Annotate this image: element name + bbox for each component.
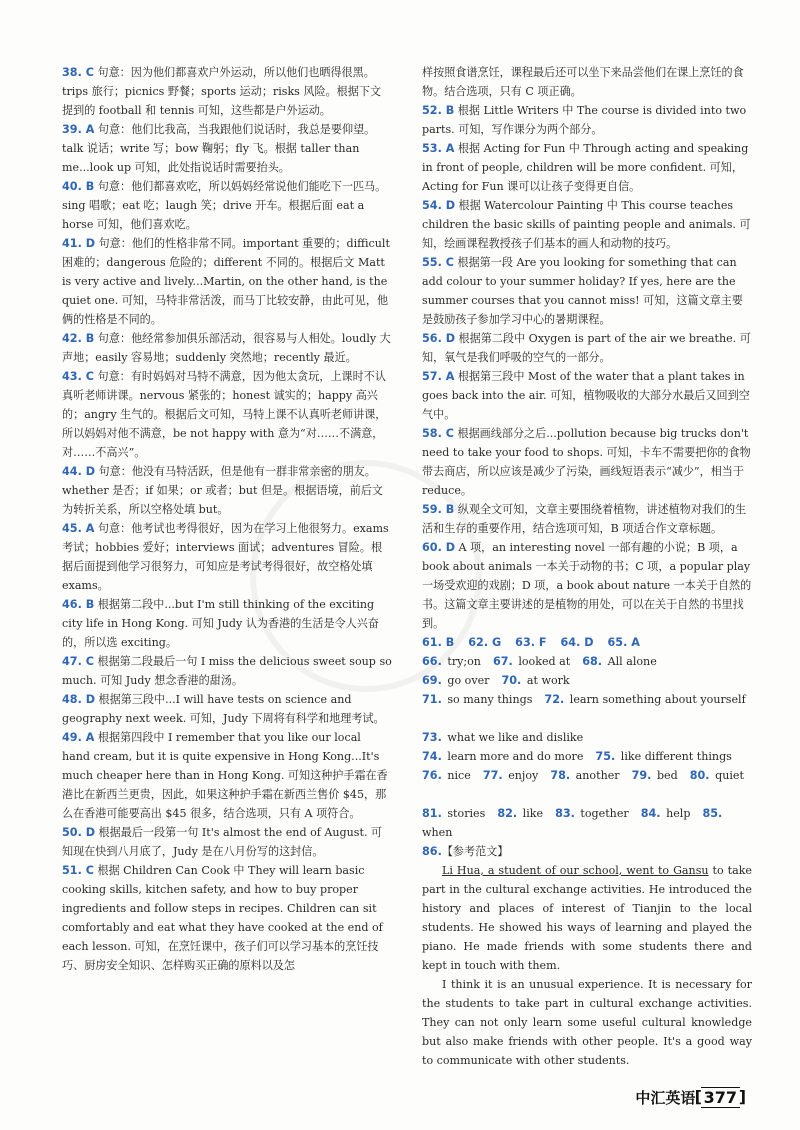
- question-number: 38. C: [62, 66, 94, 79]
- question-number: 39. A: [62, 123, 95, 136]
- question-number: 54. D: [422, 199, 455, 212]
- answer-line: [422, 633, 752, 652]
- explanation-item: [62, 652, 392, 690]
- right-explanations: [422, 63, 752, 633]
- explanation-text: 根据第二段最后一句 I miss the delicious sweet soup so much. 可知 Judy 想念香港的甜汤。: [62, 655, 392, 687]
- left-column: [62, 63, 392, 975]
- explanation-item: [422, 367, 752, 424]
- answer-text: what we like and dislike: [447, 731, 584, 744]
- answer-line: [422, 747, 752, 766]
- answer-text: bed: [656, 769, 678, 782]
- answer-text: at work: [526, 674, 570, 687]
- explanation-text: 根据 Children Can Cook 中 They will learn basic cooking skills, kitchen safety, and how to buy proper ingredients and follow steps in recipes. Children can sit comfortably and eat what they have cooked at the end of each lesson. 可知，在烹饪课中，孩子们可以学习基本的烹饪技巧、厨房安全知识、怎样购买正确的原料以及怎: [62, 864, 383, 972]
- explanation-item: [62, 63, 392, 120]
- question-number: 57. A: [422, 370, 455, 383]
- explanation-item: [62, 367, 392, 462]
- answer-number: 71.: [422, 693, 442, 706]
- answer-number: 62. G: [468, 636, 502, 649]
- question-number: 59. B: [422, 503, 455, 516]
- answer-line: [422, 728, 752, 747]
- answer-number: 77.: [482, 769, 503, 782]
- page-number: [ 377 ]: [701, 1087, 740, 1108]
- answer-number: 75.: [595, 750, 616, 763]
- explanation-item: [62, 462, 392, 519]
- question-number: 58. C: [422, 427, 454, 440]
- explanation-text: 句意：有时妈妈对马特不满意，因为他太贪玩，上课时不认真听老师讲课。nervous 紧张的；honest 诚实的；happy 高兴的；angry 生气的。根据后文可知，马特上课不认真听老师讲课，所以妈妈对他不满意，be not happy with 意为“对……不满意，对……不高兴”。: [62, 370, 387, 459]
- explanation-text: 根据第三段中 Most of the water that a plant takes in goes back into the air. 可知，植物吸收的大部分水最后又回到空气中。: [422, 370, 750, 421]
- explanation-text: A 项，an interesting novel 一部有趣的小说；B 项，a book about animals 一本关于动物的书；C 项，a popular play 一场受欢迎的戏剧；D 项，a book about nature 一本关于自然的书。这篇文章主要讲述的是植物的用处，可以在关于自然的书里找到。: [422, 541, 752, 630]
- explanation-item: [422, 101, 752, 139]
- right-column: [422, 63, 752, 1070]
- question-number: 51. C: [62, 864, 94, 877]
- answer-line: [422, 804, 752, 842]
- question-number: 53. A: [422, 142, 455, 155]
- answer-text: All alone: [607, 655, 657, 668]
- explanation-item: [422, 253, 752, 329]
- answer-text: go over: [447, 674, 490, 687]
- essay-p1-text: to take part in the cultural exchange activities. He introduced the history and places of interest of Tianjin to the local students. He showed his ways of learning and played the piano. He made friends with some students there and kept in touch with them.: [422, 864, 752, 972]
- question-number: 40. B: [62, 180, 95, 193]
- answer-number: 78.: [550, 769, 571, 782]
- answer-number: 81.: [422, 807, 442, 820]
- explanation-item: [62, 519, 392, 595]
- answer-number: 63. F: [515, 636, 547, 649]
- essay-section: [422, 842, 752, 1070]
- question-number: 52. B: [422, 104, 455, 117]
- book-title: 中汇英语: [635, 1089, 696, 1107]
- answer-text: together: [580, 807, 629, 820]
- answer-key: [422, 633, 752, 842]
- essay-underlined-phrase: Li Hua, a student of our school, went to Gansu: [442, 864, 709, 877]
- explanation-text: 根据 Watercolour Painting 中 This course teaches children the basic skills of painting people and animals. 可知，绘画课程教授孩子们基本的画人和动物的技巧。: [422, 199, 751, 250]
- question-number: 50. D: [62, 826, 95, 839]
- answer-line: [422, 652, 752, 671]
- answer-line: [422, 690, 752, 728]
- explanation-item: [62, 234, 392, 329]
- question-number: 49. A: [62, 731, 95, 744]
- answer-text: enjoy: [508, 769, 539, 782]
- answer-number: 84.: [640, 807, 661, 820]
- explanation-text: 根据第四段中 I remember that you like our local hand cream, but it is quite expensive in Hong Kong...It's much cheaper here than in Hong Kong. 可知这种护手霜在香港比在新西兰更贵，因此，如果这种护手霜在新西兰售价 $45，那么在香港可能要高出 $45 很多，结合选项，只有 A 项符合。: [62, 731, 388, 820]
- question-number: 45. A: [62, 522, 95, 535]
- question-number: 55. C: [422, 256, 454, 269]
- explanation-item: [62, 823, 392, 861]
- question-number: 60. D: [422, 541, 455, 554]
- explanation-text: 根据第二段中 Oxygen is part of the air we breathe. 可知，氧气是我们呼吸的空气的一部分。: [422, 332, 751, 364]
- question-number: 46. B: [62, 598, 95, 611]
- explanation-text: 句意：他经常参加俱乐部活动，很容易与人相处。loudly 大声地；easily 容易地；suddenly 突然地；recently 最近。: [62, 332, 391, 364]
- explanation-text: 句意：他们都喜欢吃，所以妈妈经常说他们能吃下一匹马。sing 唱歌；eat 吃；laugh 笑；drive 开车。根据后面 eat a horse 可知，他们喜欢吃。: [62, 180, 387, 231]
- explanation-text: 句意：他考试也考得很好，因为在学习上他很努力。exams 考试；hobbies 爱好；interviews 面试；adventures 冒险。根据后面提到他学习很努力，可知应是考试考得很好，故空格处填 exams。: [62, 522, 389, 592]
- explanation-item: [422, 538, 752, 633]
- answer-number: 85.: [702, 807, 723, 820]
- essay-paragraph-1: [422, 861, 752, 975]
- explanation-text: 根据第一段 Are you looking for something that can add colour to your summer holiday? If yes, here are the summer courses that you cannot miss! 可知，这篇文章主要是鼓励孩子参加学习中心的暑期课程。: [422, 256, 743, 326]
- explanation-item: [62, 728, 392, 823]
- answer-text: another: [575, 769, 620, 782]
- answer-text: when: [422, 826, 453, 839]
- answer-number: 61. B: [422, 636, 455, 649]
- explanation-text: 句意：他们比我高，当我跟他们说话时，我总是要仰望。talk 说话；write 写；bow 鞠躬；fly 飞。根据 taller than me...look up 可知，此处指说话时需要抬头。: [62, 123, 376, 174]
- question-number: 41. D: [62, 237, 95, 250]
- question-number: 42. B: [62, 332, 95, 345]
- essay-number: 86.: [422, 845, 442, 858]
- explanation-text: 样按照食谱烹饪，课程最后还可以坐下来品尝他们在课上烹饪的食物。结合选项，只有 C 项正确。: [422, 66, 744, 98]
- answer-number: 74.: [422, 750, 442, 763]
- answer-number: 80.: [689, 769, 710, 782]
- answer-text: quiet: [715, 769, 744, 782]
- answer-number: 73.: [422, 731, 442, 744]
- answer-text: learn something about yourself: [569, 693, 746, 706]
- essay-heading: [422, 842, 752, 861]
- answer-text: stories: [447, 807, 486, 820]
- answer-number: 79.: [631, 769, 652, 782]
- essay-label: 【参考范文】: [441, 845, 509, 858]
- explanation-text: 根据画线部分之后...pollution because big trucks don't need to take your food to shops. 可知，卡车不需要把你的食物带去商店，所以应该是减少了污染，画线短语表示“减少”，相当于 reduce。: [422, 427, 751, 497]
- essay-paragraph-2: I think it is an unusual experience. It is necessary for the students to take part in cultural exchange activities. They can not only learn some useful cultural knowledge but also make friends with other people. It's a good way to communicate with other students.: [422, 978, 752, 1067]
- explanation-text: 句意：他们的性格非常不同。important 重要的；difficult 困难的；dangerous 危险的；different 不同的。根据后文 Matt is very active and lively...Martin, on the other hand, is the quiet one. 可知，马特非常活泼，而马丁比较安静，由此可见，他俩的性格是不同的。: [62, 237, 390, 326]
- answer-line: [422, 766, 752, 804]
- answer-text: so many things: [447, 693, 533, 706]
- answer-number: 66.: [422, 655, 442, 668]
- explanation-text: 句意：因为他们都喜欢户外运动，所以他们也晒得很黑。trips 旅行；picnics 野餐；sports 运动；risks 风险。根据下文提到的 football 和 tennis 可知，这些都是户外运动。: [62, 66, 382, 117]
- answer-number: 67.: [492, 655, 513, 668]
- explanation-item: [422, 329, 752, 367]
- explanation-item: [62, 690, 392, 728]
- explanation-item: [422, 139, 752, 196]
- answer-number: 68.: [582, 655, 603, 668]
- question-number: 48. D: [62, 693, 95, 706]
- answer-number: 64. D: [560, 636, 594, 649]
- explanation-item: [422, 500, 752, 538]
- explanation-text: 根据 Acting for Fun 中 Through acting and speaking in front of people, children will be more confident. 可知，Acting for Fun 课可以让孩子变得更自信。: [422, 142, 749, 193]
- answer-number: 76.: [422, 769, 442, 782]
- answer-number: 69.: [422, 674, 442, 687]
- question-number: 56. D: [422, 332, 455, 345]
- answer-number: 83.: [555, 807, 575, 820]
- explanation-item: [62, 595, 392, 652]
- explanation-item: [62, 177, 392, 234]
- answer-text: like: [522, 807, 544, 820]
- explanation-item: [62, 120, 392, 177]
- question-number: 43. C: [62, 370, 94, 383]
- explanation-item: [62, 329, 392, 367]
- answer-text: looked at: [518, 655, 571, 668]
- answer-text: try;on: [447, 655, 481, 668]
- answer-number: 72.: [544, 693, 565, 706]
- answer-text: like different things: [620, 750, 732, 763]
- explanation-item: [422, 63, 752, 101]
- explanation-text: 纵观全文可知，文章主要围绕着植物，讲述植物对我们的生活和生存的重要作用，结合选项可知，B 项适合作文章标题。: [422, 503, 747, 535]
- explanation-text: 根据第三段中...I will have tests on science and geography next week. 可知，Judy 下周将有科学和地理考试。: [62, 693, 385, 725]
- answer-number: 65. A: [607, 636, 640, 649]
- explanation-item: [62, 861, 392, 975]
- answer-text: help: [666, 807, 691, 820]
- explanation-text: 根据 Little Writers 中 The course is divided into two parts. 可知，写作课分为两个部分。: [422, 104, 747, 136]
- answer-number: 82.: [497, 807, 518, 820]
- explanation-item: [422, 424, 752, 500]
- question-number: 44. D: [62, 465, 95, 478]
- page-footer: [635, 1087, 740, 1108]
- explanation-item: [422, 196, 752, 253]
- answer-text: nice: [447, 769, 471, 782]
- answer-text: learn more and do more: [447, 750, 584, 763]
- answer-number: 70.: [501, 674, 522, 687]
- explanation-text: 根据第二段中...but I'm still thinking of the exciting city life in Hong Kong. 可知 Judy 认为香港的生活是令人兴奋的，所以选 exciting。: [62, 598, 379, 649]
- explanation-text: 句意：他没有马特活跃，但是他有一群非常亲密的朋友。whether 是否；if 如果；or 或者；but 但是。根据语境，前后文为转折关系，所以空格处填 but。: [62, 465, 384, 516]
- answer-line: [422, 671, 752, 690]
- question-number: 47. C: [62, 655, 94, 668]
- explanation-text: 根据最后一段第一句 It's almost the end of August. 可知现在快到八月底了，Judy 是在八月份写的这封信。: [62, 826, 383, 858]
